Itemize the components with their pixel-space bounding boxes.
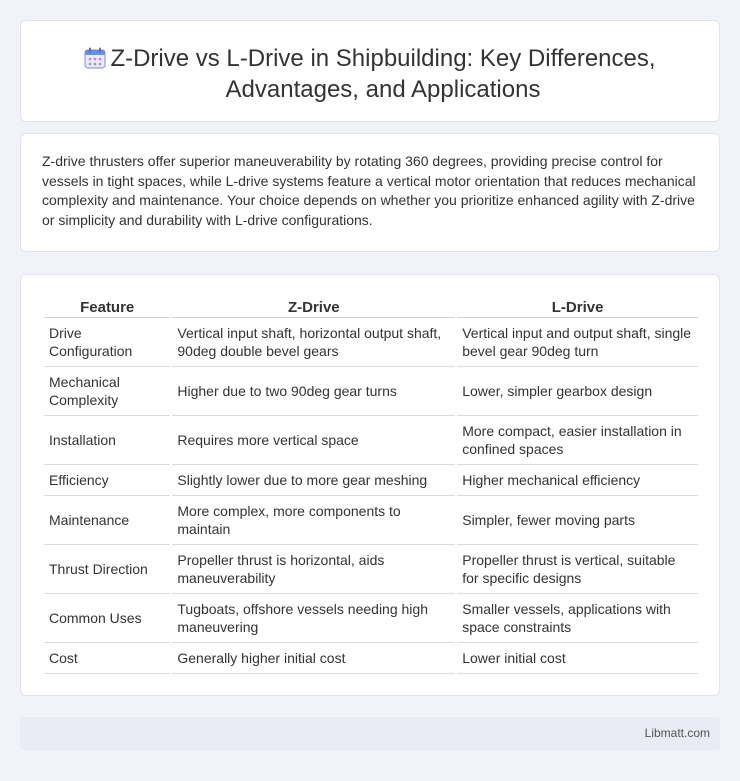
cell-l-drive: Lower initial cost [457,643,698,674]
footer-site-link[interactable]: Libmatt.com [644,726,710,740]
cell-z-drive: Propeller thrust is horizontal, aids maneuverability [172,545,455,594]
table-row [44,496,698,545]
cell-z-drive: Higher due to two 90deg gear turns [172,367,455,416]
cell-z-drive: Slightly lower due to more gear meshing [172,465,455,496]
cell-l-drive: Lower, simpler gearbox design [457,367,698,416]
title-card [20,20,720,122]
cell-z-drive: Tugboats, offshore vessels needing high maneuvering [172,594,455,643]
table-row [44,416,698,465]
cell-z-drive: Generally higher initial cost [172,643,455,674]
cell-z-drive: More complex, more components to maintain [172,496,455,545]
footer-bar [20,717,720,750]
cell-feature: Installation [44,416,170,465]
cell-feature: Common Uses [44,594,170,643]
comparison-table [42,294,700,674]
cell-l-drive: Smaller vessels, applications with space constraints [457,594,698,643]
cell-feature: Efficiency [44,465,170,496]
cell-feature: Cost [44,643,170,674]
header-l-drive: L-Drive [457,294,698,318]
cell-l-drive: Higher mechanical efficiency [457,465,698,496]
header-z-drive: Z-Drive [172,294,455,318]
table-row [44,367,698,416]
cell-z-drive: Requires more vertical space [172,416,455,465]
cell-l-drive: Simpler, fewer moving parts [457,496,698,545]
cell-l-drive: More compact, easier installation in confined spaces [457,416,698,465]
table-row [44,465,698,496]
cell-l-drive: Propeller thrust is vertical, suitable for specific designs [457,545,698,594]
page-title: Z-Drive vs L-Drive in Shipbuilding: Key Differences, Advantages, and Applications [110,45,656,103]
intro-card [20,133,720,252]
table-header-row [44,294,698,318]
table-row [44,643,698,674]
table-row [44,318,698,367]
header-feature: Feature [44,294,170,318]
comparison-card [20,274,720,696]
table-row [44,594,698,643]
cell-feature: Thrust Direction [44,545,170,594]
intro-paragraph: Z-drive thrusters offer superior maneuverability by rotating 360 degrees, providing precise control for vessels in tight spaces, while L-drive systems feature a vertical motor orientation that reduces mechanical complexity and maintenance. Your choice depends on whether you prioritize enhanced agility with Z-drive or simplicity and durability with L-drive configurations. [42,153,696,228]
cell-feature: Drive Configuration [44,318,170,367]
cell-l-drive: Vertical input and output shaft, single bevel gear 90deg turn [457,318,698,367]
cell-feature: Maintenance [44,496,170,545]
cell-z-drive: Vertical input shaft, horizontal output shaft, 90deg double bevel gears [172,318,455,367]
cell-feature: Mechanical Complexity [44,367,170,416]
table-row [44,545,698,594]
